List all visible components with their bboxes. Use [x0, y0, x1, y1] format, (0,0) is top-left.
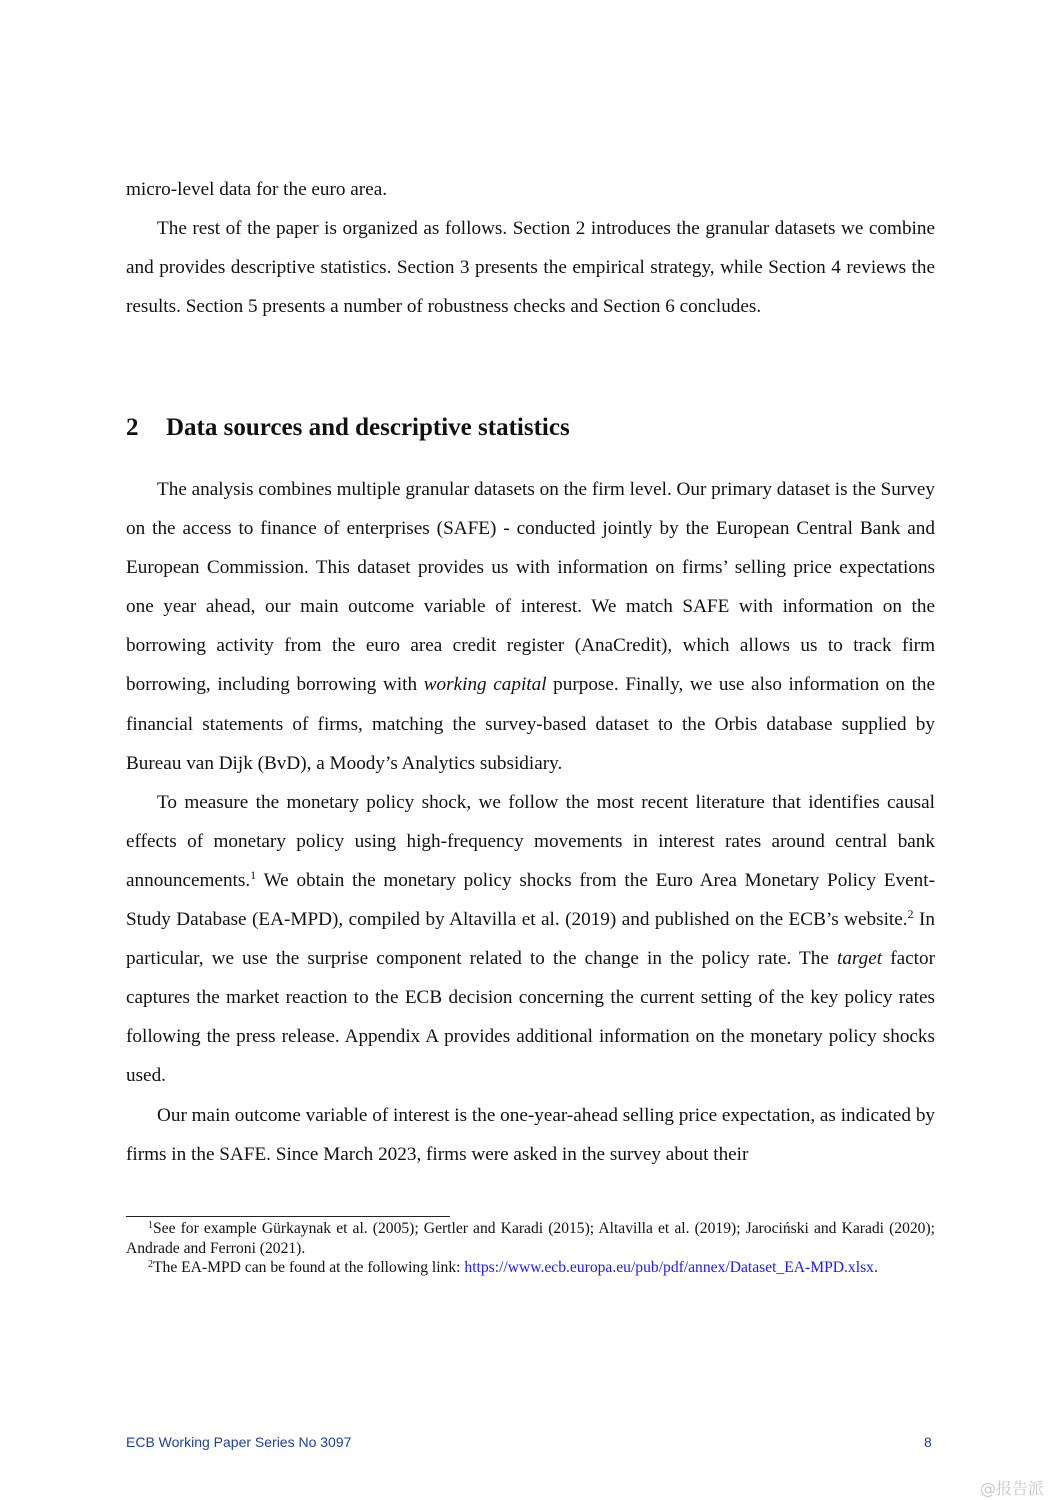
- footnote-text: The EA-MPD can be found at the following link:: [153, 1259, 465, 1276]
- paragraph-text: To measure the monetary policy shock, we follow the most recent literature that identifies causal effects of monetary policy using high-frequency movements in interest rates around central bank announcements.: [126, 791, 935, 891]
- dataset-link[interactable]: https://www.ecb.europa.eu/pub/pdf/annex/Dataset_EA-MPD.xlsx: [464, 1259, 874, 1276]
- paragraph-text: The analysis combines multiple granular datasets on the firm level. Our primary dataset is the Survey on the access to finance of enterprises (SAFE) - conducted jointly by the European Central Bank and European Commission. This dataset provides us with information on firms’ selling price expectations one year ahead, our main outcome variable of interest. We match SAFE with information on the borrowing activity from the euro area credit register (AnaCredit), which allows us to track firm borrowing, including borrowing with: [126, 479, 935, 696]
- paragraph-monetary-shock: [126, 783, 935, 1096]
- paragraph-text: We obtain the monetary policy shocks from the Euro Area Monetary Policy Event-Study Database (EA-MPD), compiled by Altavilla et al. (2019) and published on the ECB’s website.: [126, 869, 935, 931]
- footnote-text: See for example Gürkaynak et al. (2005); Gertler and Karadi (2015); Altavilla et al. (2019); Jarociński and Karadi (2020); Andrade and Ferroni (2021).: [126, 1220, 935, 1257]
- section-body: [126, 470, 935, 1174]
- footer-page-number: 8: [924, 1434, 932, 1450]
- section-title: Data sources and descriptive statistics: [166, 414, 570, 441]
- section-number: 2: [126, 414, 139, 441]
- footnote-ref-1[interactable]: 1: [250, 867, 257, 882]
- watermark: @报告派: [980, 1479, 1045, 1498]
- footnote-mark: 2: [148, 1259, 153, 1270]
- footnote-ref-2[interactable]: 2: [907, 907, 914, 922]
- footnote-mark: 1: [148, 1220, 153, 1231]
- paragraph-outcome-variable: Our main outcome variable of interest is the one-year-ahead selling price expectation, as indicated by firms in the SAFE. Since March 2023, firms were asked in the survey about their: [126, 1104, 936, 1165]
- italic-term: working capital: [423, 674, 547, 696]
- footnote-1: [126, 1219, 935, 1258]
- outline-paragraph: The rest of the paper is organized as follows. Section 2 introduces the granular datasets we combine and provides descriptive statistics. Section 3 presents the empirical strategy, while Section 4 reviews the results. Section 5 presents a number of robustness checks and Section 6 concludes.: [126, 218, 935, 318]
- paragraph-text: factor captures the market reaction to the ECB decision concerning the current setting of the key policy rates following the press release. Appendix A provides additional information on the monetary policy shocks used.: [126, 948, 935, 1087]
- footnote-divider: [126, 1216, 450, 1217]
- italic-term: target: [837, 948, 883, 970]
- carryover-line: micro-level data for the euro area.: [126, 179, 388, 200]
- paragraph-datasets: [126, 470, 935, 783]
- paragraph-text: purpose. Finally, we use also information on the financial statements of firms, matching the survey-based dataset to the Orbis database supplied by Bureau van Dijk (BvD), a Moody’s Analytics subsidiary.: [126, 674, 936, 774]
- paragraph-text: In particular, we use the surprise component related to the change in the policy rate. The: [126, 909, 935, 970]
- footer-series-title: ECB Working Paper Series No 3097: [126, 1434, 352, 1450]
- section-heading: [126, 409, 935, 447]
- footnote-text: .: [873, 1259, 878, 1276]
- footnote-2: [126, 1258, 935, 1278]
- intro-block: [126, 170, 935, 326]
- footnotes: [126, 1219, 935, 1278]
